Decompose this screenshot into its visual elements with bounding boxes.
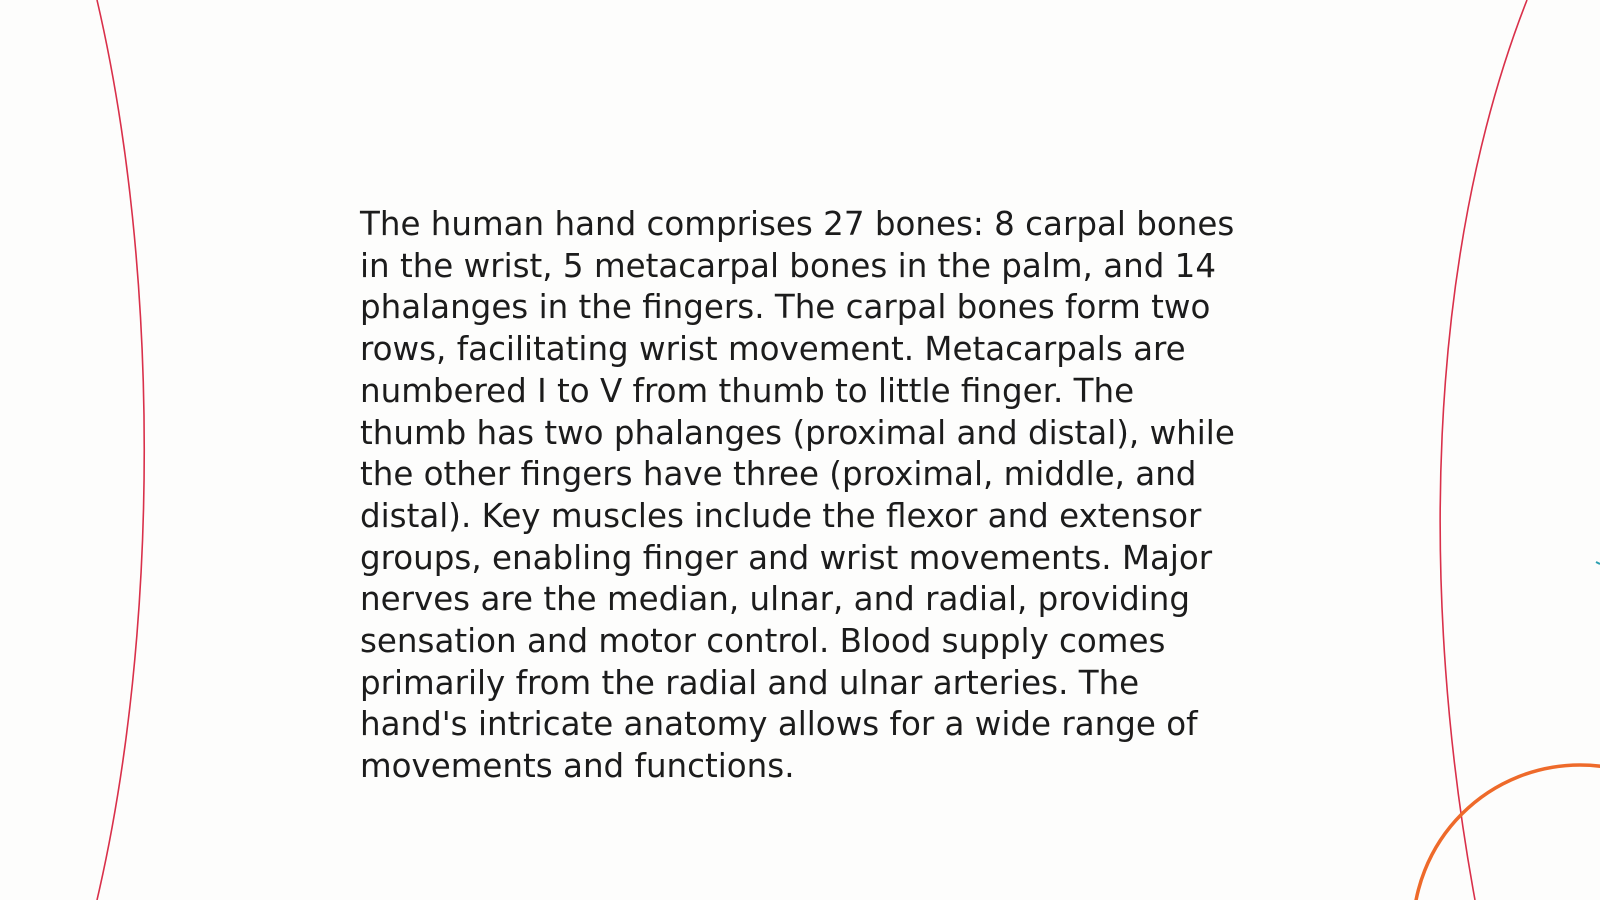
- left-arc-line: [97, 0, 144, 900]
- right-arc-line: [1440, 0, 1527, 900]
- anatomy-paragraph: The human hand comprises 27 bones: 8 carpal bones in the wrist, 5 metacarpal bones in the palm, and 14 phalanges in the fingers. The carpal bones form two rows, facilitating wrist movement. Metacarpals are numbered I to V from thumb to little finger. The thumb has two phalanges (proximal and distal), while the other fingers have three (proximal, middle, and distal). Key muscles include the flexor and extensor groups, enabling finger and wrist movements. Major nerves are the median, ulnar, and radial, providing sensation and motor control. Blood supply comes primarily from the radial and ulnar arteries. The hand's intricate anatomy allows for a wide range of movements and functions.: [360, 205, 1235, 786]
- teal-accent-mark: [1596, 562, 1600, 564]
- orange-circle-outline: [1413, 765, 1600, 900]
